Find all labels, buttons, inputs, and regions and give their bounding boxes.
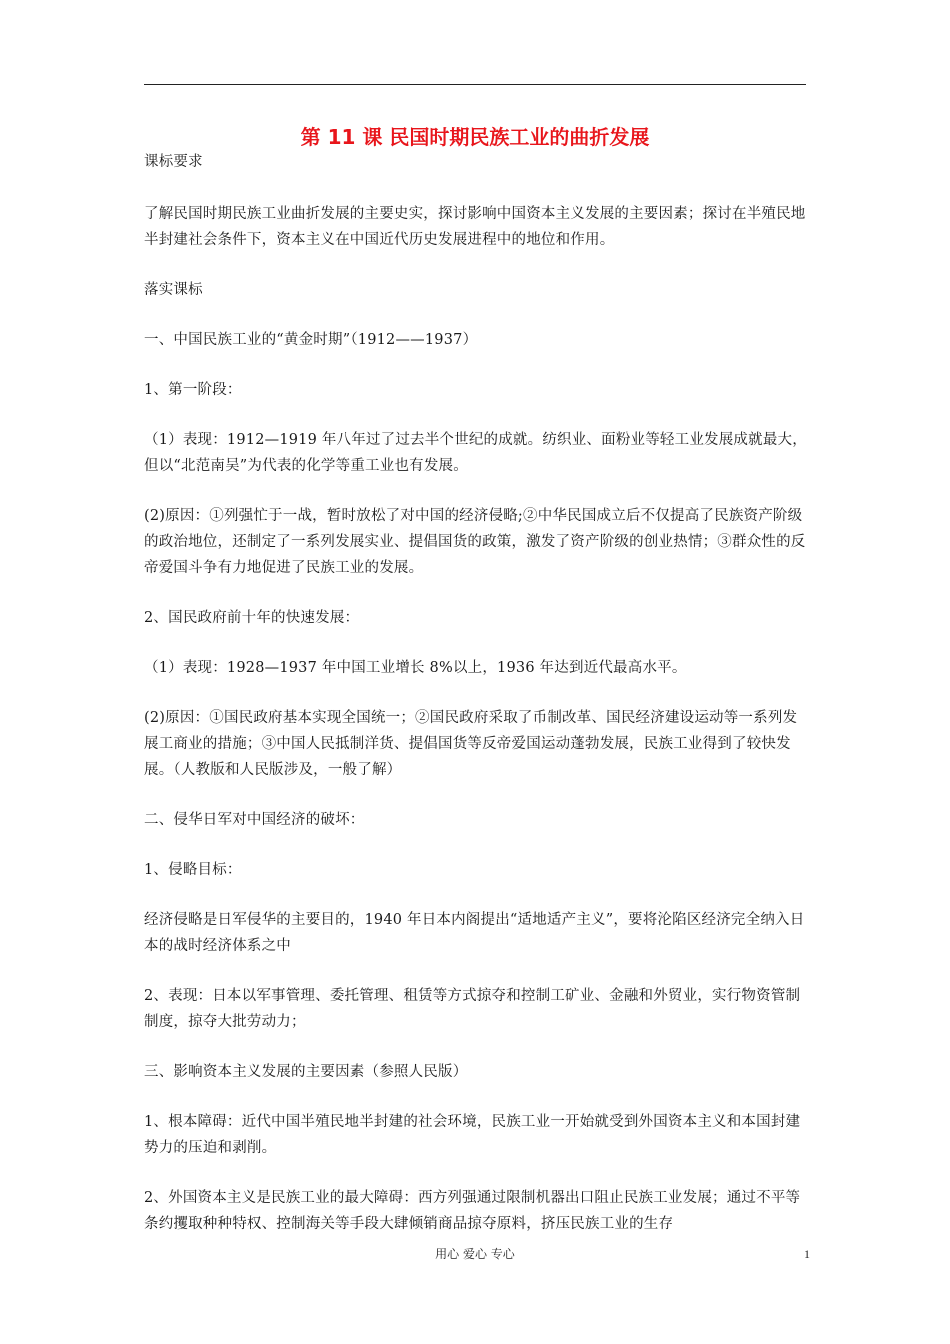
paragraph: 二、侵华日军对中国经济的破坏：: [144, 812, 365, 828]
paragraph: 1、根本障碍：近代中国半殖民地半封建的社会环境，民族工业一开始就受到外国资本主义和本国封建势力的压迫和剥削。: [144, 1114, 801, 1156]
paragraph: 落实课标: [144, 282, 203, 298]
paragraph: 2、外国资本主义是民族工业的最大障碍：西方列强通过限制机器出口阻止民族工业发展；通过不平等条约攫取种种特权、控制海关等手段大肆倾销商品掠夺原料，挤压民族工业的生存: [144, 1190, 801, 1232]
paragraph: 课标要求: [144, 154, 203, 170]
paragraph: 三、影响资本主义发展的主要因素（参照人民版）: [144, 1064, 468, 1080]
header-rule: [144, 84, 806, 85]
paragraph: （1）表现：1928—1937 年中国工业增长 8%以上，1936 年达到近代最高水平。: [144, 660, 687, 676]
page-title: 第 11 课 民国时期民族工业的曲折发展: [300, 125, 650, 149]
paragraph: （1）表现：1912—1919 年八年过了过去半个世纪的成就。纺织业、面粉业等轻工业发展成就最大，但以“北范南吴”为代表的化学等重工业也有发展。: [144, 432, 807, 474]
document-body: [144, 149, 808, 1237]
paragraph: 1、第一阶段：: [144, 382, 242, 398]
paragraph: 一、中国民族工业的“黄金时期”（1912——1937）: [144, 332, 478, 348]
paragraph: 了解民国时期民族工业曲折发展的主要史实，探讨影响中国资本主义发展的主要因素；探讨在半殖民地半封建社会条件下，资本主义在中国近代历史发展进程中的地位和作用。: [144, 206, 806, 248]
paragraph: (2)原因：①国民政府基本实现全国统一；②国民政府采取了币制改革、国民经济建设运动等一系列发展工商业的措施；③中国人民抵制洋货、提倡国货等反帝爱国运动蓬勃发展，民族工业得到了较快发展。（人教版和人民版涉及，一般了解）: [144, 710, 798, 778]
paragraph: 2、国民政府前十年的快速发展：: [144, 610, 360, 626]
paragraph: 经济侵略是日军侵华的主要目的，1940 年日本内阁提出“适地适产主义”，要将沦陷区经济完全纳入日本的战时经济体系之中: [144, 912, 805, 954]
paragraph: 2、表现：日本以军事管理、委托管理、租赁等方式掠夺和控制工矿业、金融和外贸业，实行物资管制制度，掠夺大批劳动力；: [144, 988, 801, 1030]
paragraph: 1、侵略目标：: [144, 862, 242, 878]
footer-text: 用心 爱心 专心: [435, 1247, 515, 1261]
paragraph: (2)原因：①列强忙于一战，暂时放松了对中国的经济侵略;②中华民国成立后不仅提高了民族资产阶级的政治地位，还制定了一系列发展实业、提倡国货的政策，激发了资产阶级的创业热情；③群众性的反帝爱国斗争有力地促进了民族工业的发展。: [144, 508, 806, 576]
page-number: 1: [804, 1247, 810, 1261]
